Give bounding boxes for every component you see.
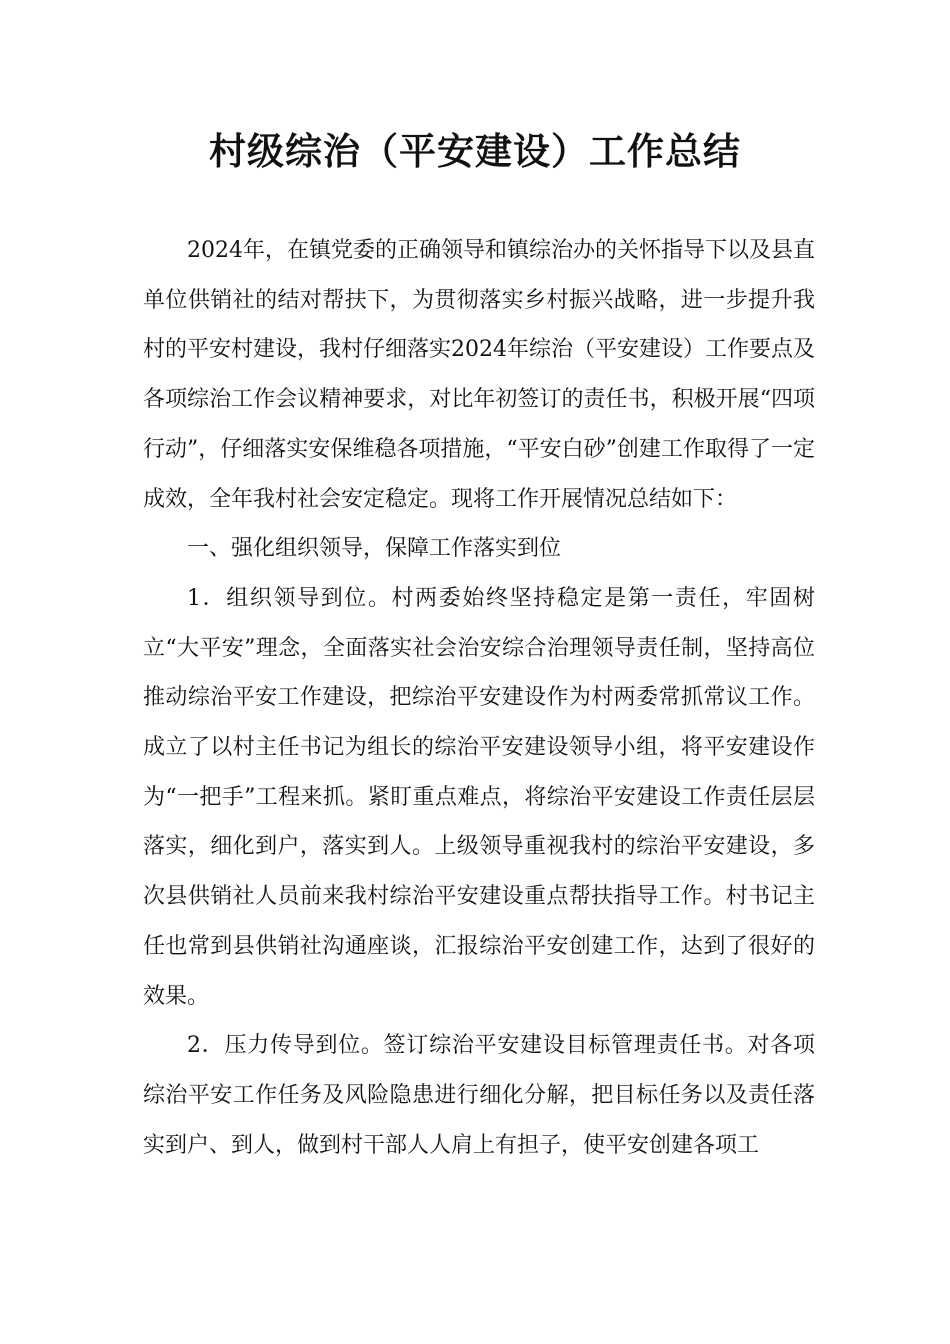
document-body <box>143 226 815 1170</box>
intro-paragraph: 2024年，在镇党委的正确领导和镇综治办的关怀指导下以及县直单位供销社的结对帮扶下，为贯彻落实乡村振兴战略，进一步提升我村的平安村建设，我村仔细落实2024年综治（平安建设）工作要点及各项综治工作会议精神要求，对比年初签订的责任书，积极开展“四项行动”，仔细落实安保维稳各项措施，“平安白砂”创建工作取得了一定成效，全年我村社会安定稳定。现将工作开展情况总结如下： <box>143 238 815 512</box>
item-paragraph-2: 2．压力传导到位。签订综治平安建设目标管理责任书。对各项综治平安工作任务及风险隐患进行细化分解，把目标任务以及责任落实到户、到人，做到村干部人人肩上有担子，使平安创建各项工 <box>143 1033 815 1158</box>
item-paragraph-1: 1．组织领导到位。村两委始终坚持稳定是第一责任，牢固树立“大平安”理念，全面落实社会治安综合治理领导责任制，坚持高位推动综治平安工作建设，把综治平安建设作为村两委常抓常议工作。成立了以村主任书记为组长的综治平安建设领导小组，将平安建设作为“一把手”工程来抓。紧盯重点难点，将综治平安建设工作责任层层落实，细化到户，落实到人。上级领导重视我村的综治平安建设，多次县供销社人员前来我村综治平安建设重点帮扶指导工作。村书记主任也常到县供销社沟通座谈，汇报综治平安创建工作，达到了很好的效果。 <box>143 585 815 1009</box>
document-title: 村级综治（平安建设）工作总结 <box>209 130 741 173</box>
section-heading-1: 一、强化组织领导，保障工作落实到位 <box>187 536 562 562</box>
